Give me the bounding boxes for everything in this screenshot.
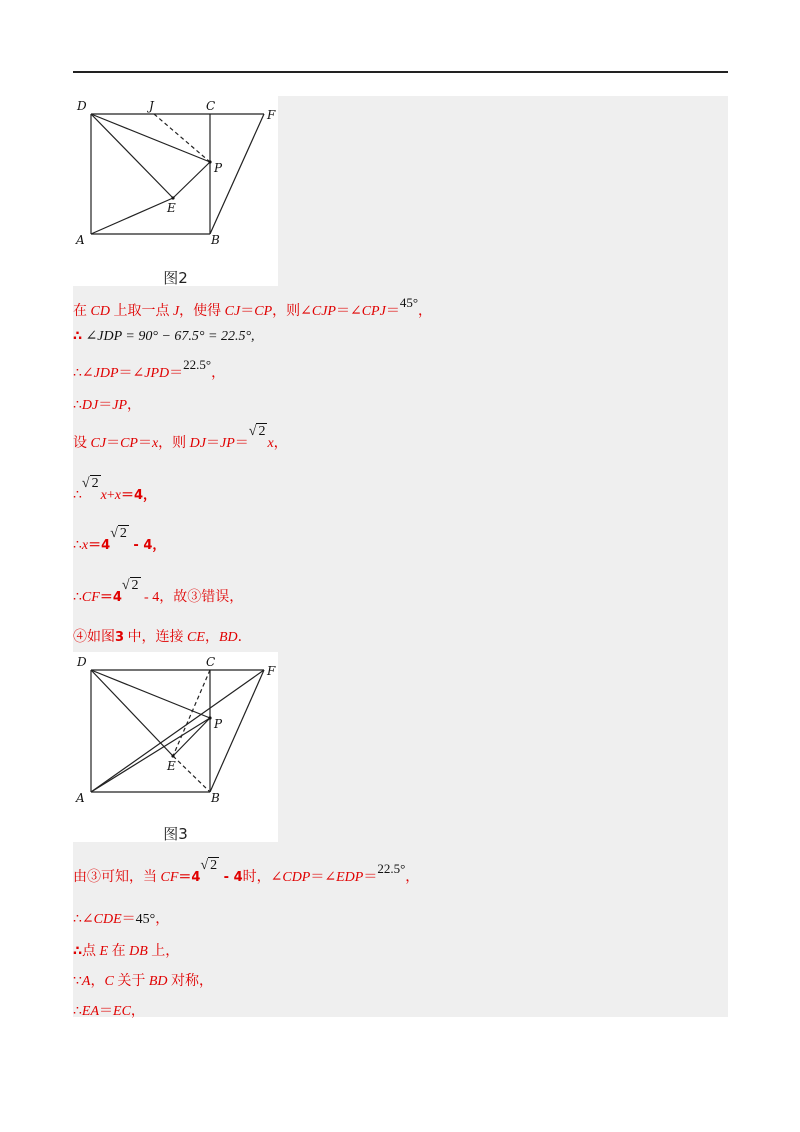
fig3-label-A: A [76,791,85,805]
text: ④如图 [73,630,115,645]
text: JPD [144,366,170,381]
text: ＝ [106,436,121,451]
solution-line-8 [73,578,244,606]
text: EA [81,1004,100,1019]
text: 时，∠ [242,870,283,885]
text: A [81,974,91,989]
sqrt-2 [82,475,101,492]
text: C [104,974,114,989]
text: ＝ [385,304,400,319]
text: CP [120,436,138,451]
fig2-label-P: P [214,161,223,175]
text: ，则 [158,436,190,451]
fig3-label-D: D [77,655,87,669]
text: - 4，故③错误， [140,590,244,605]
text: ． [237,630,252,645]
sqrt-2 [110,525,129,542]
solution-line-13 [73,970,213,990]
text: DB [129,944,148,959]
text: ＝ [206,436,220,451]
text: ＝4 [178,870,201,885]
solution-line-1 [73,295,433,320]
radicand: 2 [119,526,127,541]
text: ，则∠ [272,304,312,319]
text: ∴ [73,1004,82,1019]
text: JDP [93,366,119,381]
text: ， [405,870,420,885]
sqrt-2 [200,857,219,874]
text: ， [90,974,105,989]
text: CPJ [361,304,386,319]
text: EC [113,1004,131,1019]
text: x [151,436,159,451]
text: ＝∠ [118,366,145,381]
fig2-label-D: D [77,99,87,113]
solution-line-12 [73,940,179,960]
angle-value: 22.5° [183,357,212,372]
text: 由③可知，当 [73,870,161,885]
text: x [100,488,107,503]
fig3-label-F: F [267,664,276,678]
figure-3 [73,652,278,842]
text: ∴ [73,944,83,959]
text: ＝ [137,436,152,451]
text: BD [148,974,168,989]
radical-sign: √ [110,526,118,541]
radical-sign: √ [121,578,130,593]
text: ∴∠ [73,366,94,381]
text: 3 [115,630,125,645]
fig3-label-P: P [214,717,223,731]
fig2-label-A: A [76,233,85,247]
text: ＝ [99,1004,114,1019]
text: ＝∠ [335,304,362,319]
figure-3-diagram [73,652,278,842]
solution-line-5 [73,424,288,452]
text: CD [90,304,110,319]
text: 中，连接 [124,630,188,645]
solution-line-6 [73,476,156,504]
text: E [99,944,109,959]
text: J [172,304,180,319]
text: CF [81,590,100,605]
text: 关于 [113,974,149,989]
radical-sign: √ [248,424,257,439]
text: ＝4， [120,488,156,503]
solution-line-10 [73,858,420,886]
text: CF [160,870,179,885]
angle-value: 45° [399,295,419,310]
radicand: 2 [210,858,218,873]
text: ， [204,630,219,645]
text: CJ [224,304,241,319]
text: ＝ [169,366,184,381]
text: ∴∠ [73,912,94,927]
text: 上取一点 [109,304,173,319]
text: CE [187,630,205,645]
text: ∴ [73,398,82,413]
radicand: 2 [131,578,139,593]
solution-line-7 [73,526,166,554]
text: ，使得 [179,304,225,319]
text: ＝4 [99,590,122,605]
solution-line-3 [73,357,226,382]
text: ＝ [240,304,255,319]
text: ， [155,912,170,927]
text: + [106,488,115,503]
text: CDE [93,912,122,927]
fig2-label-F: F [267,108,276,122]
text: ＝ [363,870,378,885]
text: ， [130,1004,145,1019]
angle-value: 22.5° [377,861,406,876]
text: BD [218,630,238,645]
text: ＝ [98,398,113,413]
fig3-label-B: B [211,791,220,805]
text: ∴ [73,488,82,503]
text: 对称， [167,974,213,989]
text: ， [127,398,142,413]
text: ∵ [73,974,82,989]
text: CJ [90,436,107,451]
text: - 4 [219,870,243,885]
text: CJP [311,304,336,319]
text: DJ [81,398,99,413]
radicand: 2 [91,476,99,491]
sqrt-2 [249,423,268,440]
text: ， [211,366,226,381]
figure-2-caption: 图2 [163,269,188,287]
fig2-label-B: B [211,233,220,247]
text: ＝4 [88,538,111,553]
text: ， [273,436,288,451]
text: 设 [73,436,91,451]
sqrt-2 [122,577,141,594]
text: CP [254,304,273,319]
solution-line-2 [73,328,255,345]
text: ＝∠ [310,870,337,885]
figure-2-diagram [73,96,278,286]
text: 上， [147,944,180,959]
text: 在 [108,944,130,959]
figure-2 [73,96,278,286]
therefore-symbol: ∴ [73,329,83,344]
text: JP [220,436,235,451]
figure-3-caption: 图3 [163,825,188,843]
radical-sign: √ [200,858,209,873]
fig3-label-E: E [167,759,176,773]
equation: ∠JDP = 90° − 67.5° = 22.5°, [82,329,255,344]
text: DJ [189,436,206,451]
solution-line-9 [73,626,252,646]
text: ∴ [73,590,82,605]
text: ， [418,304,433,319]
solution-line-4 [73,394,141,414]
text: ∴ [73,538,82,553]
text: - 4， [128,538,166,553]
text: CDP [282,870,311,885]
text: x [114,488,121,503]
fig3-label-C: C [206,655,216,669]
solution-line-14 [73,1000,145,1020]
text: ＝ [121,912,136,927]
text: x [81,538,89,553]
solution-line-11 [73,908,169,928]
angle-value: 45° [135,912,156,927]
radical-sign: √ [81,476,90,491]
fig2-label-E: E [167,201,176,215]
text: x [267,436,274,451]
text: 点 [82,944,100,959]
text: ＝ [234,436,249,451]
text: 在 [73,304,91,319]
text: JP [112,398,128,413]
header-rule [73,71,728,73]
fig2-label-C: C [206,99,216,113]
fig2-label-J: J [149,99,154,113]
text: EDP [336,870,364,885]
radicand: 2 [258,424,266,439]
